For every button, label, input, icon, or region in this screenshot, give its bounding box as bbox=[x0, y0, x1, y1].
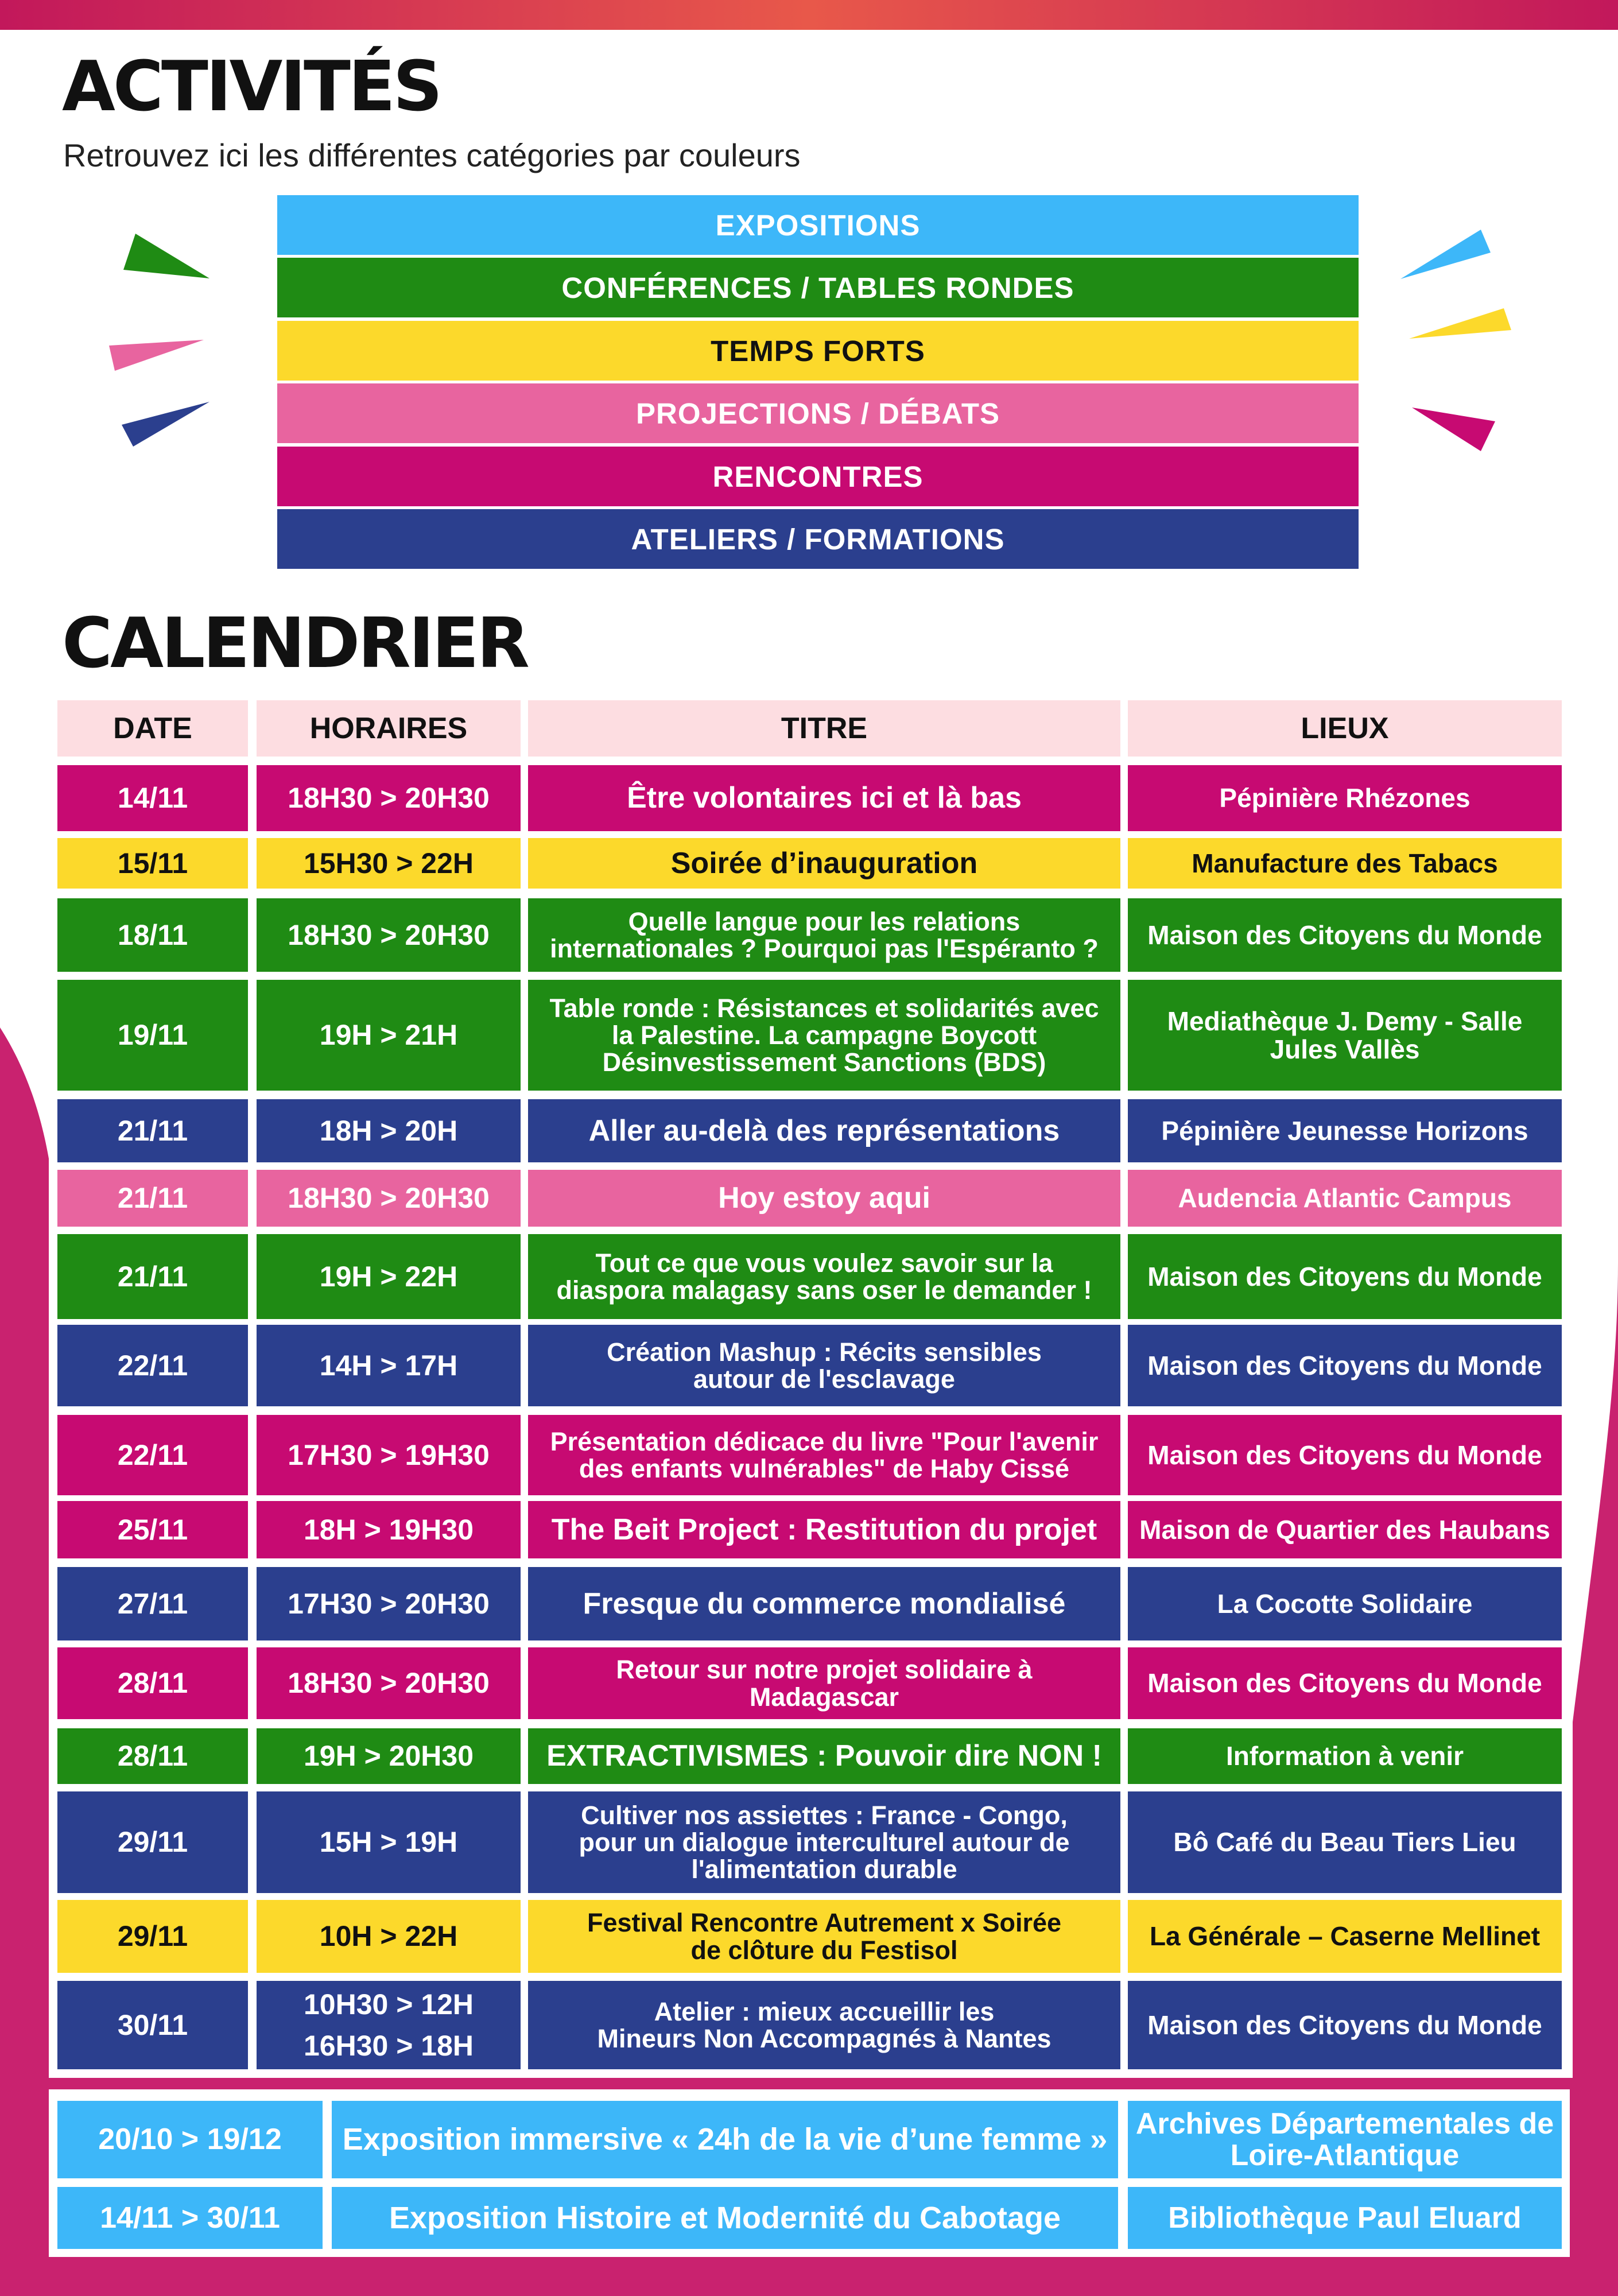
calendar-cell-lieu bbox=[1128, 1567, 1562, 1640]
calendar-cell-titre-line: The Beit Project : Restitution du projet bbox=[551, 1512, 1097, 1546]
calendar-cell-horaires-line: 15H > 19H bbox=[319, 1826, 458, 1859]
calendar-cell-horaires-line: 18H30 > 20H30 bbox=[288, 1667, 490, 1700]
calendar-cell-date: 21/11 bbox=[57, 1170, 248, 1227]
calendar-cell-horaires-line: 19H > 20H30 bbox=[303, 1740, 474, 1773]
calendar-cell-titre-line: Fresque du commerce mondialisé bbox=[583, 1587, 1066, 1620]
calendar-cell-date: 28/11 bbox=[57, 1647, 248, 1719]
calendar-cell-horaires-line: 17H30 > 19H30 bbox=[288, 1438, 490, 1471]
decorative-confetti bbox=[0, 0, 1618, 471]
category-bar: RENCONTRES bbox=[277, 447, 1359, 506]
calendar-cell-horaires-line: 10H30 > 12H bbox=[303, 1988, 474, 2020]
exposition-dates: 14/11 > 30/11 bbox=[57, 2187, 323, 2249]
calendar-cell-titre bbox=[528, 1567, 1120, 1640]
calendar-cell-horaires-line: 15H30 > 22H bbox=[303, 847, 474, 879]
calendar-cell-titre bbox=[528, 980, 1120, 1091]
calendar-cell-horaires bbox=[257, 1234, 521, 1319]
calendar-cell-lieu-line: Maison des Citoyens du Monde bbox=[1147, 1350, 1542, 1380]
calendar-cell-horaires bbox=[257, 1099, 521, 1162]
calendar-cell-titre bbox=[528, 1170, 1120, 1227]
column-header: TITRE bbox=[528, 700, 1120, 757]
calendar-cell-lieu bbox=[1128, 838, 1562, 889]
calendar-cell-titre bbox=[528, 765, 1120, 831]
calendar-cell-horaires-line: 14H > 17H bbox=[319, 1349, 458, 1382]
calendar-cell-horaires bbox=[257, 1501, 521, 1558]
calendar-cell-lieu-line: Bô Café du Beau Tiers Lieu bbox=[1173, 1827, 1516, 1857]
calendar-cell-date: 21/11 bbox=[57, 1234, 248, 1319]
calendar-cell-lieu-line: Mediathèque J. Demy - Salle bbox=[1167, 1006, 1523, 1037]
calendar-cell-titre bbox=[528, 1900, 1120, 1973]
calendar-cell-lieu-line: Maison des Citoyens du Monde bbox=[1147, 920, 1542, 950]
calendar-cell-titre-line: Atelier : mieux accueillir les bbox=[654, 1996, 995, 2026]
calendar-cell-horaires bbox=[257, 980, 521, 1091]
calendar-cell-titre bbox=[528, 1415, 1120, 1495]
calendar-cell-titre-line: Madagascar bbox=[749, 1682, 899, 1712]
calendar-cell-horaires-line: 19H > 22H bbox=[319, 1260, 458, 1293]
calendar-cell-lieu bbox=[1128, 1501, 1562, 1558]
exposition-title: Exposition Histoire et Modernité du Cabotage bbox=[332, 2187, 1118, 2249]
calendar-cell-titre-line: de clôture du Festisol bbox=[690, 1935, 958, 1965]
exposition-lieu bbox=[1128, 2101, 1562, 2178]
calendar-cell-horaires bbox=[257, 1981, 521, 2069]
calendar-cell-titre-line: Table ronde : Résistances et solidarités avec bbox=[549, 993, 1099, 1023]
exposition-dates: 20/10 > 19/12 bbox=[57, 2101, 323, 2178]
calendar-cell-titre bbox=[528, 898, 1120, 972]
calendar-cell-titre-line: autour de l'esclavage bbox=[693, 1364, 955, 1394]
calendar-cell-lieu-line: La Cocotte Solidaire bbox=[1217, 1588, 1473, 1619]
calendar-cell-date: 27/11 bbox=[57, 1567, 248, 1640]
calendar-cell-horaires-line: 18H30 > 20H30 bbox=[288, 1182, 490, 1215]
exposition-lieu bbox=[1128, 2187, 1562, 2249]
calendar-cell-lieu bbox=[1128, 765, 1562, 831]
calendar-cell-titre bbox=[528, 1647, 1120, 1719]
calendar-cell-horaires bbox=[257, 898, 521, 972]
calendar-cell-titre-line: pour un dialogue interculturel autour de bbox=[579, 1827, 1070, 1857]
calendar-cell-titre-line: Désinvestissement Sanctions (BDS) bbox=[602, 1048, 1046, 1077]
calendar-cell-titre-line: Hoy estoy aqui bbox=[718, 1181, 930, 1215]
calendar-cell-lieu-line: Pépinière Rhézones bbox=[1219, 783, 1470, 813]
calendar-cell-titre-line: Mineurs Non Accompagnés à Nantes bbox=[597, 2024, 1051, 2053]
calendar-cell-date: 29/11 bbox=[57, 1900, 248, 1973]
calendar-cell-horaires bbox=[257, 1415, 521, 1495]
category-bar: CONFÉRENCES / TABLES RONDES bbox=[277, 258, 1359, 317]
calendar-cell-titre bbox=[528, 1325, 1120, 1406]
calendar-cell-lieu-line: Maison de Quartier des Haubans bbox=[1139, 1514, 1550, 1545]
calendar-cell-date: 25/11 bbox=[57, 1501, 248, 1558]
category-bar: EXPOSITIONS bbox=[277, 195, 1359, 255]
calendar-cell-lieu bbox=[1128, 1170, 1562, 1227]
calendar-cell-date: 18/11 bbox=[57, 898, 248, 972]
calendar-cell-titre-line: Présentation dédicace du livre "Pour l'avenir bbox=[550, 1426, 1099, 1456]
calendar-cell-horaires-line: 18H > 19H30 bbox=[303, 1513, 474, 1546]
calendar-cell-titre-line: l'alimentation durable bbox=[691, 1855, 957, 1884]
calendar-cell-horaires-line: 18H > 20H bbox=[319, 1114, 458, 1147]
calendar-cell-date: 22/11 bbox=[57, 1325, 248, 1406]
calendar-cell-lieu-line: Manufacture des Tabacs bbox=[1192, 848, 1498, 878]
calendar-cell-date: 28/11 bbox=[57, 1728, 248, 1784]
calendar-cell-date: 21/11 bbox=[57, 1099, 248, 1162]
calendar-cell-titre-line: internationales ? Pourquoi pas l'Espéranto ? bbox=[550, 934, 1099, 963]
calendar-cell-titre-line: Création Mashup : Récits sensibles bbox=[607, 1337, 1042, 1367]
category-bar: TEMPS FORTS bbox=[277, 321, 1359, 381]
calendar-cell-titre-line: Retour sur notre projet solidaire à bbox=[616, 1655, 1033, 1685]
calendar-cell-date: 29/11 bbox=[57, 1791, 248, 1893]
calendar-cell-lieu bbox=[1128, 1325, 1562, 1406]
calendar-cell-horaires-line: 18H30 > 20H30 bbox=[288, 782, 490, 815]
calendar-cell-titre bbox=[528, 838, 1120, 889]
calendar-cell-lieu-line: La Générale – Caserne Mellinet bbox=[1149, 1921, 1541, 1952]
calendar-cell-horaires bbox=[257, 1791, 521, 1893]
calendar-cell-lieu bbox=[1128, 1900, 1562, 1973]
calendar-cell-lieu bbox=[1128, 1415, 1562, 1495]
calendar-cell-horaires-line: 17H30 > 20H30 bbox=[288, 1587, 490, 1620]
calendar-cell-lieu bbox=[1128, 1981, 1562, 2069]
exposition-lieu-line: Archives Départementales de bbox=[1135, 2107, 1554, 2140]
calendar-cell-titre bbox=[528, 1234, 1120, 1319]
calendar-cell-date: 15/11 bbox=[57, 838, 248, 889]
calendar-cell-lieu-line: Maison des Citoyens du Monde bbox=[1147, 2010, 1542, 2040]
exposition-title: Exposition immersive « 24h de la vie d’une femme » bbox=[332, 2101, 1118, 2178]
calendar-cell-titre bbox=[528, 1099, 1120, 1162]
activites-subtitle: Retrouvez ici les différentes catégories par couleurs bbox=[63, 137, 801, 173]
calendar-cell-horaires bbox=[257, 1170, 521, 1227]
calendar-cell-titre-line: Quelle langue pour les relations bbox=[628, 906, 1021, 936]
calendar-cell-lieu-line: Maison des Citoyens du Monde bbox=[1147, 1440, 1542, 1470]
calendar-cell-lieu-line: Jules Vallès bbox=[1270, 1034, 1420, 1064]
exposition-lieu-line: Loire-Atlantique bbox=[1230, 2138, 1460, 2172]
calendar-cell-lieu-line: Pépinière Jeunesse Horizons bbox=[1161, 1115, 1528, 1146]
calendar-cell-titre-line: des enfants vulnérables" de Haby Cissé bbox=[579, 1454, 1070, 1483]
category-bar: PROJECTIONS / DÉBATS bbox=[277, 383, 1359, 443]
calendar-cell-lieu-line: Maison des Citoyens du Monde bbox=[1147, 1261, 1542, 1292]
calendar-cell-horaires-line: 19H > 21H bbox=[319, 1019, 458, 1052]
calendar-cell-lieu-line: Maison des Citoyens du Monde bbox=[1147, 1668, 1542, 1698]
calendar-cell-titre bbox=[528, 1501, 1120, 1558]
calendar-cell-lieu bbox=[1128, 1728, 1562, 1784]
calendar-cell-horaires bbox=[257, 1567, 521, 1640]
calendar-cell-lieu bbox=[1128, 1234, 1562, 1319]
calendar-cell-titre-line: Festival Rencontre Autrement x Soirée bbox=[587, 1908, 1062, 1938]
calendar-cell-horaires bbox=[257, 1325, 521, 1406]
calendar-cell-lieu bbox=[1128, 898, 1562, 972]
calendar-cell-horaires bbox=[257, 1728, 521, 1784]
calendar-cell-titre-line: Aller au-delà des représentations bbox=[588, 1114, 1060, 1147]
column-header: LIEUX bbox=[1128, 700, 1562, 757]
activites-title: ACTIVITÉS bbox=[62, 47, 441, 127]
category-bar: ATELIERS / FORMATIONS bbox=[277, 509, 1359, 569]
calendrier-title: CALENDRIER bbox=[62, 604, 527, 684]
calendar-cell-titre bbox=[528, 1981, 1120, 2069]
calendar-cell-date: 19/11 bbox=[57, 980, 248, 1091]
calendar-cell-horaires bbox=[257, 1647, 521, 1719]
calendar-cell-horaires-line: 16H30 > 18H bbox=[303, 2030, 474, 2062]
calendar-cell-lieu bbox=[1128, 980, 1562, 1091]
column-header: HORAIRES bbox=[257, 700, 521, 757]
column-header: DATE bbox=[57, 700, 248, 757]
calendar-cell-horaires-line: 10H > 22H bbox=[319, 1920, 458, 1953]
calendar-cell-titre-line: diaspora malagasy sans oser le demander ! bbox=[556, 1275, 1092, 1305]
calendar-cell-horaires bbox=[257, 838, 521, 889]
calendar-cell-lieu bbox=[1128, 1099, 1562, 1162]
calendar-cell-titre-line: EXTRACTIVISMES : Pouvoir dire NON ! bbox=[546, 1739, 1102, 1773]
calendar-cell-titre-line: Cultiver nos assiettes : France - Congo, bbox=[581, 1800, 1068, 1830]
calendar-cell-horaires bbox=[257, 1900, 521, 1973]
calendar-cell-date: 22/11 bbox=[57, 1415, 248, 1495]
calendar-cell-date: 30/11 bbox=[57, 1981, 248, 2069]
calendar-cell-titre-line: Soirée d’inauguration bbox=[670, 846, 978, 880]
calendar-cell-lieu bbox=[1128, 1791, 1562, 1893]
calendar-cell-horaires-line: 18H30 > 20H30 bbox=[288, 918, 490, 951]
exposition-lieu-line: Bibliothèque Paul Eluard bbox=[1168, 2201, 1522, 2235]
calendar-cell-lieu-line: Audencia Atlantic Campus bbox=[1178, 1183, 1512, 1213]
calendar-cell-horaires bbox=[257, 765, 521, 831]
calendar-cell-titre-line: Être volontaires ici et là bas bbox=[627, 781, 1022, 815]
calendar-cell-titre bbox=[528, 1791, 1120, 1893]
calendar-cell-titre bbox=[528, 1728, 1120, 1784]
calendar-cell-lieu bbox=[1128, 1647, 1562, 1719]
calendar-cell-titre-line: Tout ce que vous voulez savoir sur la bbox=[595, 1248, 1053, 1278]
calendar-cell-lieu-line: Information à venir bbox=[1225, 1741, 1464, 1771]
calendar-cell-titre-line: la Palestine. La campagne Boycott bbox=[611, 1020, 1037, 1050]
calendar-cell-date: 14/11 bbox=[57, 765, 248, 831]
